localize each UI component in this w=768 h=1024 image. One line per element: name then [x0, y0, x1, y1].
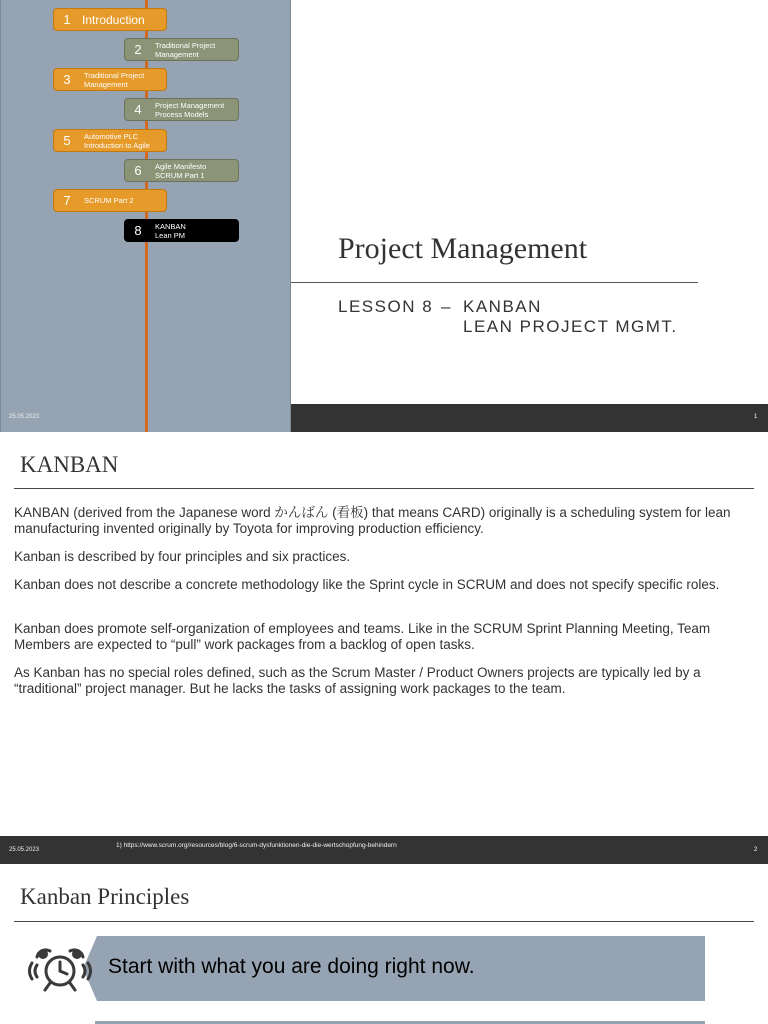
- agenda-step-8-current: [124, 219, 239, 242]
- title-divider: [291, 282, 698, 283]
- presentation-title: Project Management: [338, 232, 588, 265]
- body-paragraph: Kanban does not describe a concrete methodology like the Sprint cycle in SCRUM and does not specify specific roles.: [14, 577, 720, 592]
- slide-title: KANBAN: [20, 452, 119, 477]
- alarm-clock-icon: [28, 943, 92, 995]
- step-number: 5: [63, 133, 71, 148]
- slide-footer-bar: [0, 836, 768, 864]
- step-number: 7: [63, 193, 71, 208]
- body-paragraph: Kanban is described by four principles and six practices.: [14, 549, 351, 564]
- step-label: Automotive PLC Introduction to Agile: [84, 131, 150, 150]
- step-number: 2: [134, 42, 142, 57]
- footnote-link[interactable]: 1) https://www.scrum.org/resources/blog/6-scrum-dysfunktionen-die-die-wertschopfung-behindern: [116, 842, 397, 849]
- step-label: Introduction: [82, 12, 145, 27]
- body-paragraph: As Kanban has no special roles defined, such as the Scrum Master / Product Owners projects are typically led by a “traditional” project manager. But he lacks the tasks of assigning work packages to the team.: [14, 665, 701, 696]
- lesson-number: LESSON 8: [338, 297, 434, 316]
- agenda-step-6: [124, 159, 239, 182]
- title-divider: [14, 488, 754, 489]
- step-label: KANBAN Lean PM: [155, 221, 186, 240]
- body-paragraph: Kanban does promote self-organization of employees and teams. Like in the SCRUM Sprint Planning Meeting, Team Members are expected to “pull” work packages from a backlog of open tasks.: [14, 621, 711, 652]
- slide-footer-bar: [291, 404, 768, 432]
- agenda-step-7: [53, 189, 167, 212]
- slide-page-number: 2: [754, 847, 758, 853]
- step-label: Traditional Project Management: [155, 40, 216, 59]
- title-divider: [14, 921, 754, 922]
- step-label: Agile Manifesto SCRUM Part 1: [155, 161, 207, 180]
- slide-date: 25.05.2023: [9, 414, 40, 420]
- step-label: SCRUM Part 2: [84, 196, 134, 205]
- step-number: 6: [134, 163, 142, 178]
- slide-title: Kanban Principles: [20, 884, 190, 909]
- principle-text: Start with what you are doing right now.: [108, 955, 475, 978]
- agenda-step-1: [53, 8, 167, 31]
- lesson-subtitle-line1: KANBAN: [463, 297, 542, 316]
- lesson-dash: –: [441, 297, 451, 316]
- slide-date: 25.05.2023: [9, 847, 40, 853]
- step-number: 1: [63, 12, 71, 27]
- agenda-timeline: [145, 0, 148, 432]
- step-label: Project Management Process Models: [155, 100, 225, 119]
- agenda-step-5: [53, 129, 167, 152]
- step-label: Traditional Project Management: [84, 70, 145, 89]
- step-number: 3: [63, 72, 71, 87]
- step-number: 4: [134, 102, 142, 117]
- agenda-step-2: [124, 38, 239, 61]
- agenda-step-4: [124, 98, 239, 121]
- step-number: 8: [134, 223, 142, 238]
- agenda-step-3: [53, 68, 167, 91]
- body-paragraph: KANBAN (derived from the Japanese word かんばん (看板) that means CARD) originally is a scheduling system for lean manufacturing invented originally by Toyota for improving production efficiency.: [14, 505, 731, 536]
- lesson-subtitle-line2: LEAN PROJECT MGMT.: [463, 317, 678, 336]
- slide-page-number: 1: [754, 414, 758, 420]
